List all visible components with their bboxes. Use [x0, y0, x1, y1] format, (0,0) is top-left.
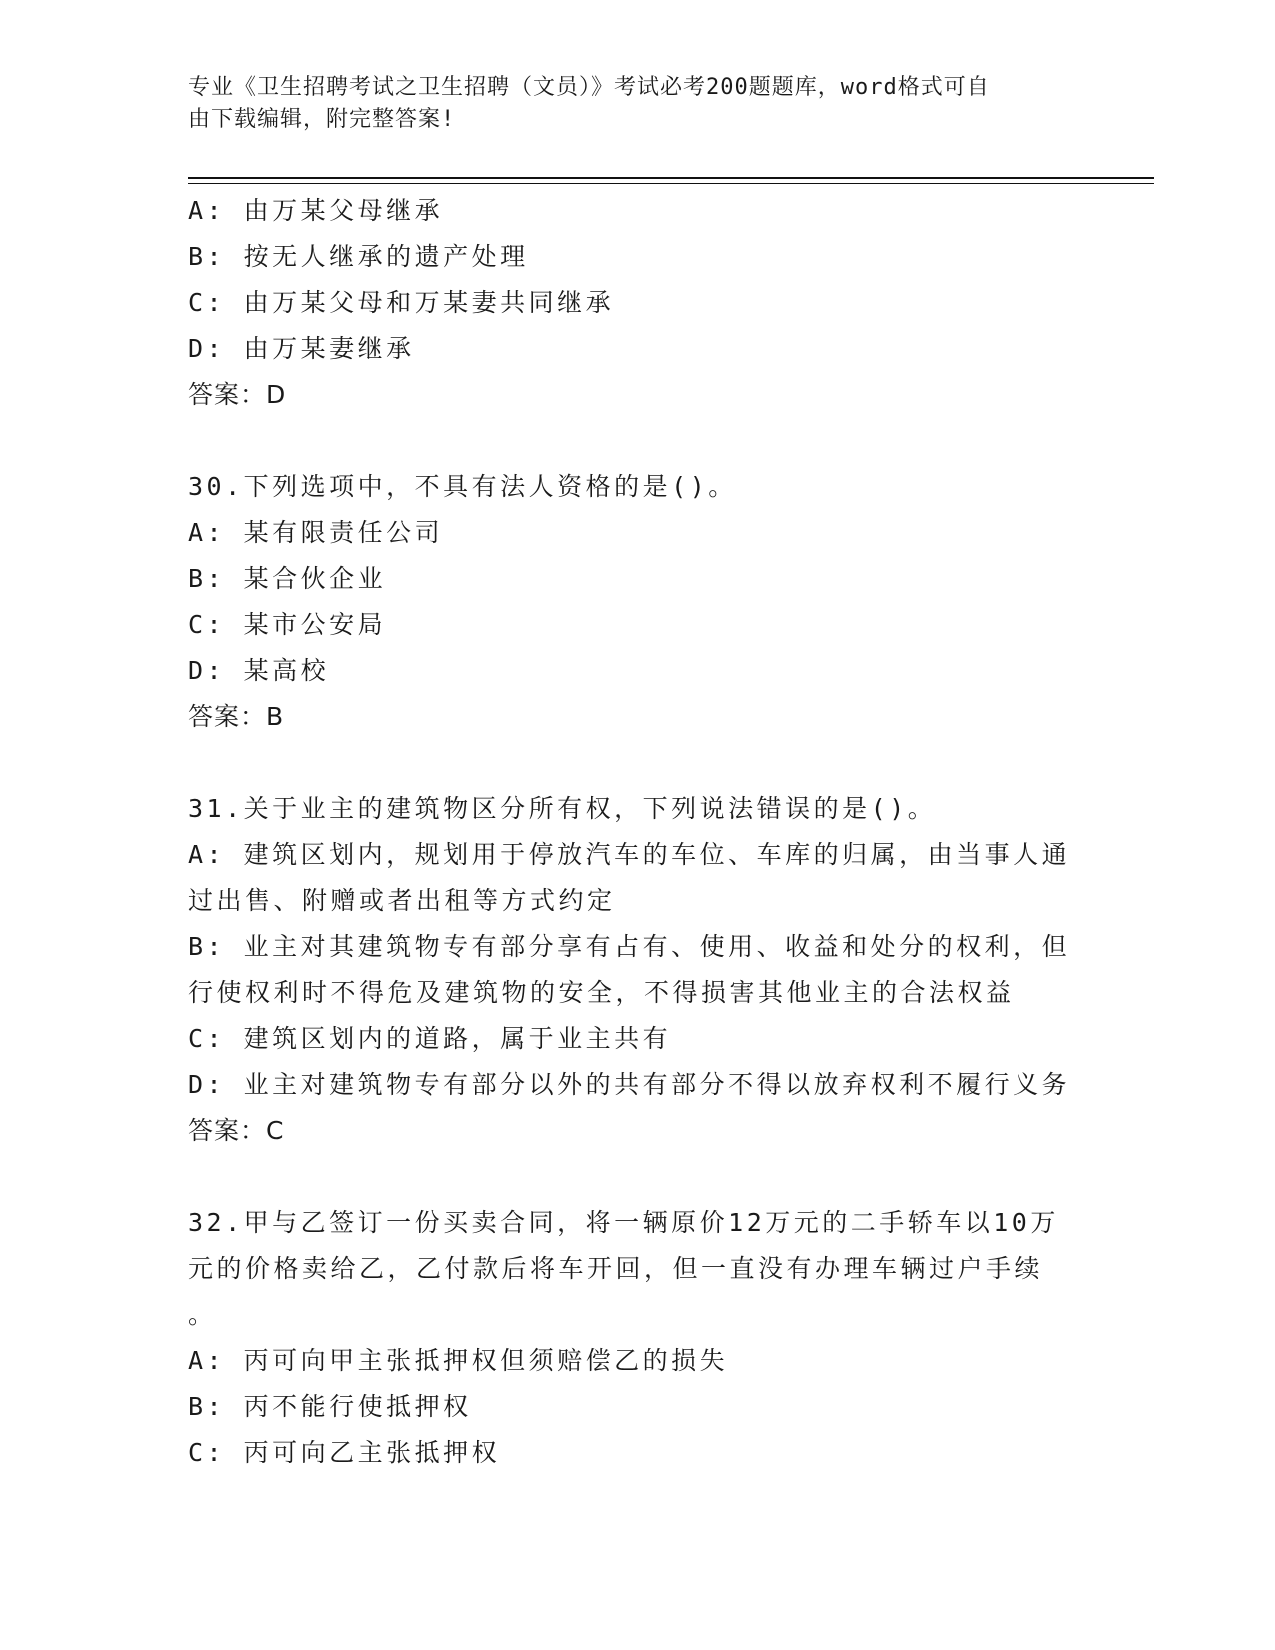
spacer: [188, 740, 1088, 786]
option-b: B: 按无人继承的遗产处理: [188, 242, 529, 271]
header-line-2: 由下载编辑，附完整答案!: [188, 107, 456, 132]
header-rule-thick: [188, 177, 1154, 179]
answer-line: 答案：D: [188, 380, 287, 409]
option-b: B: 业主对其建筑物专有部分享有占有、使用、收益和处分的权利，但: [188, 932, 1071, 961]
question-29-continued: [188, 188, 1088, 418]
option-a-continued: 过出售、附赠或者出租等方式约定: [188, 886, 616, 915]
option-b: B: 某合伙企业: [188, 564, 387, 593]
question-stem: 30.下列选项中，不具有法人资格的是()。: [188, 472, 737, 501]
header-rule-thin: [188, 183, 1154, 184]
option-c: C: 丙可向乙主张抵押权: [188, 1438, 501, 1467]
question-30: [188, 464, 1088, 740]
question-31: [188, 786, 1088, 1154]
spacer: [188, 1154, 1088, 1200]
option-a: A: 由万某父母继承: [188, 196, 444, 225]
question-stem: 31.关于业主的建筑物区分所有权，下列说法错误的是()。: [188, 794, 937, 823]
question-stem-end: 。: [188, 1300, 217, 1329]
answer-line: 答案：C: [188, 1116, 285, 1145]
option-a: A: 某有限责任公司: [188, 518, 444, 547]
option-c: C: 建筑区划内的道路，属于业主共有: [188, 1024, 672, 1053]
option-c: C: 某市公安局: [188, 610, 387, 639]
option-d: D: 业主对建筑物专有部分以外的共有部分不得以放弃权利不履行义务: [188, 1070, 1071, 1099]
option-d: D: 某高校: [188, 656, 330, 685]
answer-line: 答案：B: [188, 702, 285, 731]
option-a: A: 丙可向甲主张抵押权但须赔偿乙的损失: [188, 1346, 729, 1375]
question-stem-continued: 元的价格卖给乙，乙付款后将车开回，但一直没有办理车辆过户手续: [188, 1254, 1044, 1283]
document-header: [188, 72, 1068, 136]
question-32: [188, 1200, 1088, 1476]
spacer: [188, 418, 1088, 464]
header-line-1: 专业《卫生招聘考试之卫生招聘（文员）》考试必考200题题库，word格式可自: [188, 75, 990, 100]
option-d: D: 由万某妻继承: [188, 334, 415, 363]
option-a: A: 建筑区划内，规划用于停放汽车的车位、车库的归属，由当事人通: [188, 840, 1071, 869]
option-b-continued: 行使权利时不得危及建筑物的安全，不得损害其他业主的合法权益: [188, 978, 1015, 1007]
question-stem: 32.甲与乙签订一份买卖合同，将一辆原价12万元的二手轿车以10万: [188, 1208, 1059, 1237]
question-content: [188, 188, 1088, 1476]
option-c: C: 由万某父母和万某妻共同继承: [188, 288, 615, 317]
option-b: B: 丙不能行使抵押权: [188, 1392, 472, 1421]
